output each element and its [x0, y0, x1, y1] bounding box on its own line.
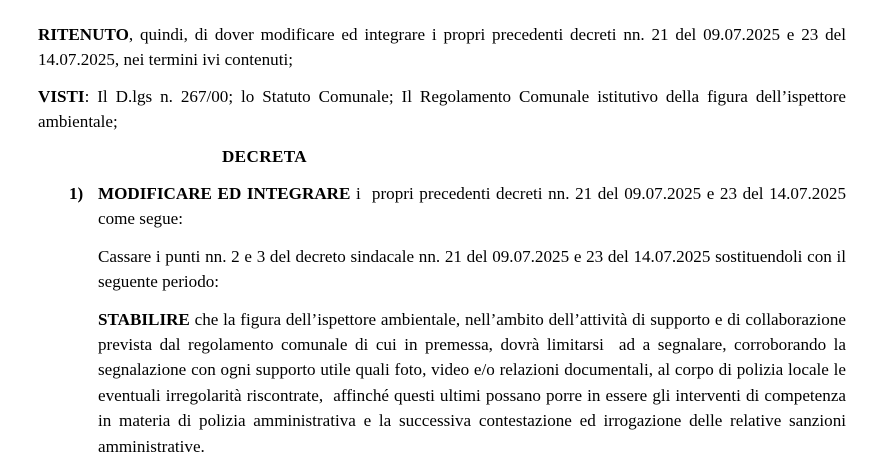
list-item-lead: MODIFICARE ED INTEGRARE — [98, 184, 351, 204]
list-item-text: i propri precedenti decreti nn. 21 del 09.07.2025 e 23 del 14.07.2025 come segue: — [98, 184, 851, 229]
paragraph-cassare: Cassare i punti nn. 2 e 3 del decreto sindacale nn. 21 del 09.07.2025 e 23 del 14.07.2025 sostituendoli con il seguente periodo: — [98, 246, 851, 292]
sub-block-cassare — [98, 244, 851, 295]
paragraph-visti — [38, 84, 851, 135]
paragraph-ritenuto-lead: RITENUTO — [38, 25, 129, 44]
heading-decreta: DECRETA — [221, 146, 308, 166]
paragraph-stabilire-lead: STABILIRE — [98, 309, 190, 329]
paragraph-stabilire — [98, 307, 851, 459]
paragraph-visti-text: : Il D.lgs n. 267/00; lo Statuto Comunale; Il Regolamento Comunale istitutivo della figura dell’ispettore ambientale; — [38, 86, 851, 132]
paragraph-ritenuto-text: , quindi, di dover modificare ed integrare i propri precedenti decreti nn. 21 del 09.07.2025 e 23 del 14.07.2025, nei termini ivi contenuti; — [38, 25, 851, 70]
paragraph-visti-lead: VISTI — [38, 86, 85, 106]
list-item — [38, 181, 851, 232]
list-item-marker: 1) — [69, 184, 84, 204]
paragraph-ritenuto — [38, 22, 851, 73]
list-item-paragraph — [98, 181, 851, 232]
decree-clause-list — [38, 181, 851, 232]
sub-block-stabilire — [98, 307, 851, 459]
document-body — [38, 22, 851, 459]
paragraph-stabilire-text: che la figura dell’ispettore ambientale, nell’ambito dell’attività di supporto e di collaborazione prevista dal regolamento comunale di cui in premessa, dovrà limitarsi ad a segnalare, corroborando la segnalazione con ogni supporto utile quali foto, video e/o relazioni documentali, al corpo di polizia locale le eventuali irregolarità riscontrate, affinché questi ultimi possano porre in essere gli interventi di competenza in materia di polizia amministrativa e la successiva contestazione ed irrogazione delle relative sanzioni amministrative. — [98, 309, 851, 456]
